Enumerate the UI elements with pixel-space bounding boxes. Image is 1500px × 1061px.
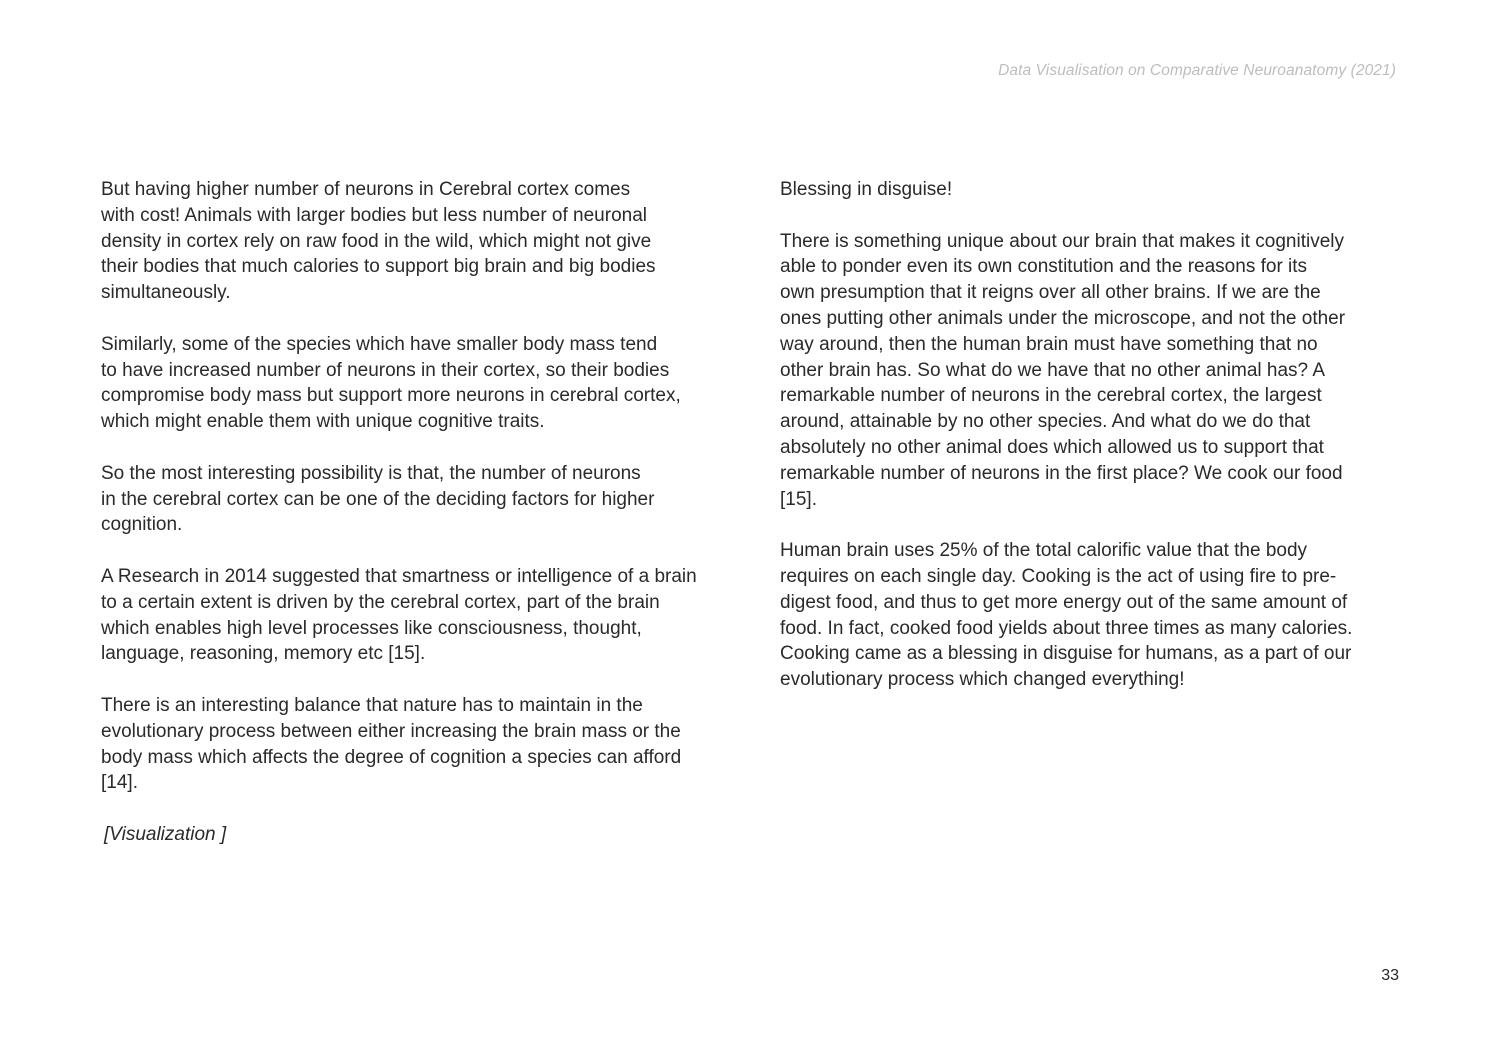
section-heading: Blessing in disguise!: [780, 179, 953, 200]
left-text-column: [101, 177, 723, 874]
right-text-column: [780, 177, 1390, 719]
visualization-placeholder: [Visualization ]: [104, 823, 227, 845]
running-header-title: Data Visualisation on Comparative Neuroanatomy (2021): [998, 62, 1396, 79]
page-number: 33: [1381, 967, 1399, 984]
paragraph: Similarly, some of the species which have smaller body mass tend to have increased number of neurons in their cortex, so their bodies compromise body mass but support more neurons in cerebral cortex, which might enable them with unique cognitive traits.: [101, 333, 681, 433]
paragraph: So the most interesting possibility is that, the number of neurons in the cerebral cortex can be one of the deciding factors for higher cognition.: [101, 462, 655, 536]
paragraph: Human brain uses 25% of the total calorific value that the body requires on each single day. Cooking is the act of using fire to pre- digest food, and thus to get more energy out of the same amount of food. In fact, cooked food yields about three times as many calories. Cooking came as a blessing in disguise for humans, as a part of our evolutionary process which changed everything!: [780, 540, 1353, 691]
paragraph: A Research in 2014 suggested that smartness or intelligence of a brain to a certain extent is driven by the cerebral cortex, part of the brain which enables high level processes like consciousness, thought, language, reasoning, memory etc [15].: [101, 565, 697, 665]
paragraph: There is something unique about our brain that makes it cognitively able to ponder even its own constitution and the reasons for its own presumption that it reigns over all other brains. If we are the ones putting other animals under the microscope, and not the other way around, then the human brain must have something that no other brain has. So what do we have that no other animal has? A remarkable number of neurons in the cerebral cortex, the largest around, attainable by no other species. And what do we do that absolutely no other animal does which allowed us to support that remarkable number of neurons in the first place? We cook our food [15].: [780, 230, 1346, 510]
paragraph: But having higher number of neurons in Cerebral cortex comes with cost! Animals with larger bodies but less number of neuronal density in cortex rely on raw food in the wild, which might not give their bodies that much calories to support big brain and big bodies simultaneously.: [101, 179, 656, 304]
paragraph: There is an interesting balance that nature has to maintain in the evolutionary process between either increasing the brain mass or the body mass which affects the degree of cognition a species can afford [14].: [101, 694, 682, 794]
